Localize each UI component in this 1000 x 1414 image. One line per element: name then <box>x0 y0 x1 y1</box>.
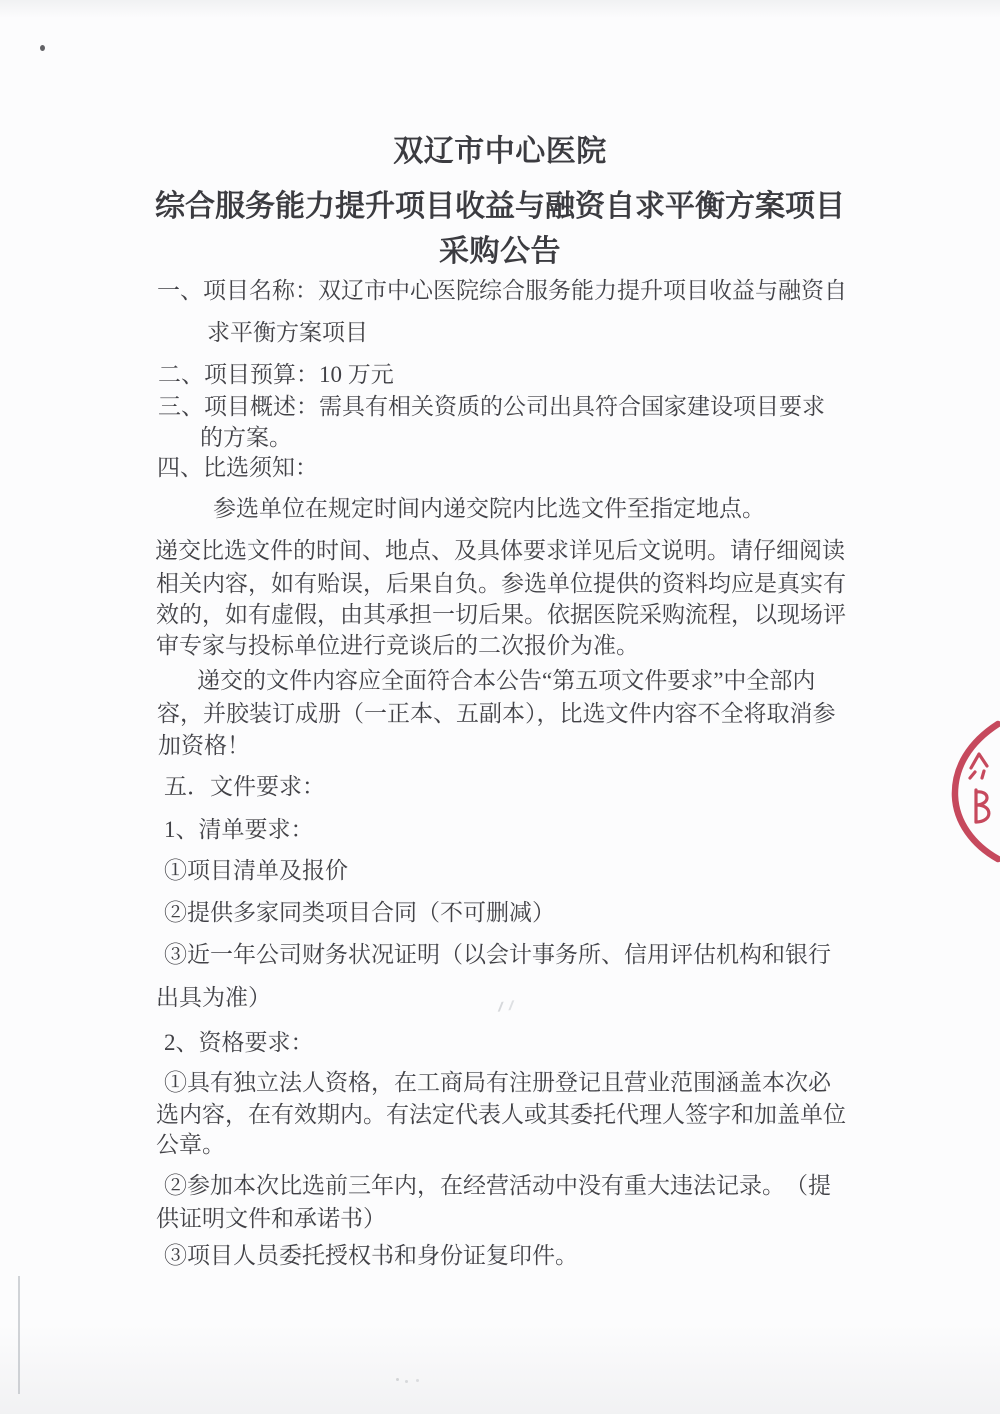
item4-heading: 四、比选须知： <box>157 455 318 480</box>
section5-heading: 五．文件要求： <box>164 774 325 799</box>
title-hospital-name: 双辽市中心医院 <box>393 135 607 168</box>
item4-submission-note: 参选单位在规定时间内递交院内比选文件至指定地点。 <box>213 496 765 521</box>
para-submission-line3: 效的，如有虚假，由其承担一切后果。依据医院采购流程，以现场评 <box>156 602 846 627</box>
qualification-item-3: ③项目人员委托授权书和身份证复印件。 <box>164 1243 578 1268</box>
title-project-name: 综合服务能力提升项目收益与融资自求平衡方案项目 <box>155 190 845 223</box>
item1-project-name-line2: 求平衡方案项目 <box>207 320 368 345</box>
checklist-item-3-line2: 出具为准） <box>156 985 271 1010</box>
para-submission-line4: 审专家与投标单位进行竞谈后的二次报价为准。 <box>156 633 639 658</box>
checklist-item-3-line1: ③近一年公司财务状况证明（以会计事务所、信用评估机构和银行 <box>164 942 831 967</box>
scan-smudge-artifact <box>498 1000 515 1012</box>
para-submission-line2: 相关内容，如有贻误，后果自负。参选单位提供的资料均应是真实有 <box>156 571 846 596</box>
para-binding-line1: 递交的文件内容应全面符合本公告“第五项文件要求”中全部内 <box>197 668 816 693</box>
qualification-item-2-line2: 供证明文件和承诺书） <box>156 1206 386 1231</box>
qualification-requirements-heading: 2、资格要求： <box>164 1030 314 1055</box>
title-announcement: 采购公告 <box>439 235 561 268</box>
item2-budget: 二、项目预算：10 万元 <box>158 362 394 387</box>
scan-dot-artifact <box>40 45 45 51</box>
scan-paper-edge-line <box>18 1276 20 1394</box>
item3-overview-line2: 的方案。 <box>200 425 292 450</box>
qualification-item-1-line3: 公章。 <box>156 1132 225 1157</box>
qualification-item-1-line1: ①具有独立法人资格，在工商局有注册登记且营业范围涵盖本次必 <box>164 1070 831 1095</box>
partial-red-seal-icon <box>948 712 1000 864</box>
checklist-requirements-heading: 1、清单要求： <box>164 817 314 842</box>
para-binding-line2: 容，并胶装订成册（一正本、五副本），比选文件内容不全将取消参 <box>157 701 836 726</box>
para-binding-line3: 加资格！ <box>158 733 250 758</box>
scan-speck-artifact <box>396 1378 399 1381</box>
checklist-item-1: ①项目清单及报价 <box>164 858 348 883</box>
checklist-item-2: ②提供多家同类项目合同（不可删减） <box>164 900 555 925</box>
item1-project-name-line1: 一、项目名称：双辽市中心医院综合服务能力提升项目收益与融资自 <box>157 278 847 303</box>
para-submission-line1: 递交比选文件的时间、地点、及具体要求详见后文说明。请仔细阅读 <box>155 538 845 563</box>
qualification-item-1-line2: 选内容，在有效期内。有法定代表人或其委托代理人签字和加盖单位 <box>156 1102 846 1127</box>
qualification-item-2-line1: ②参加本次比选前三年内，在经营活动中没有重大违法记录。 （提 <box>164 1173 831 1198</box>
item3-overview-line1: 三、项目概述：需具有相关资质的公司出具符合国家建设项目要求 <box>158 394 825 419</box>
